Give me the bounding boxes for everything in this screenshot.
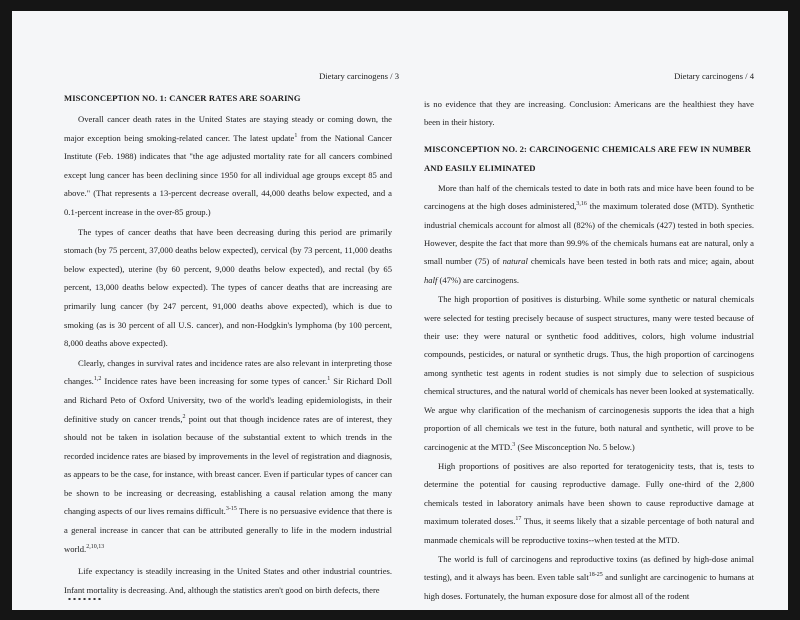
- footnote-ref: 1: [294, 132, 298, 139]
- footnote-ref: 2: [182, 413, 186, 420]
- paragraph: The high proportion of positives is disturbing. While some synthetic or natural chemicals were selected for testing precisely because of suspect structures, many were tested because of their use: they were natural or synthetic food additives, colors, high volume industrial compounds, pesticides, or natural or synthetic drugs. Thus, the high proportion of carcinogens among synthetic test agents in rodent studies is not simply due to selection of suspicious chemical structures, and the natural world of chemicals has never been looked at systematically. We argue why clarification of the mechanism of carcinogenesis supports the idea that a high proportion of all chemicals we test in the future, both natural and synthetic, will prove to be carcinogenic at the MTD.$^3$ (See Misconception No. 5 below.): [424, 294, 754, 452]
- paragraph: Life expectancy is steadily increasing in the United States and other industrial countries. Infant mortality is decreasing. And, although the statistics aren't good on birth defects, there: [64, 566, 392, 595]
- footnote-ref: 1,2: [93, 376, 102, 383]
- footnote-ref: 3,16: [576, 201, 587, 208]
- footnote-ref: 18-25: [588, 572, 603, 579]
- paragraph: Clearly, changes in survival rates and incidence rates are also relevant in interpreting those changes.$^{1,2}$ Incidence rates have been increasing for some types of cancer.$^1$ Sir Richard Doll and Richard Peto of Oxford University, two of the world's leading epidemiologists, in their definitive study on cancer trends,$^2$ point out that though incidence rates are of interest, they should not be taken in isolation because of the substantial extent to which trends in the recorded incidence rates are biased by improvements in the level of registration and diagnosis, as appears to be the case, for instance, with breast cancer. Even if particular types of cancer can be shown to be increasing or decreasing, establishing a causal relation among the many changing aspects of our lives remains difficult.$^{3-15}$ There is no persuasive evidence that there is a general increase in cancer that can be attributed generally to life in the modern industrial world.$^{2,10,13}$: [64, 357, 393, 554]
- scan-artifact: [67, 598, 103, 600]
- footnote-ref: 1: [327, 376, 331, 383]
- footnote-ref: 3-15: [225, 506, 237, 513]
- paragraph: More than half of the chemicals tested to date in both rats and mice have been found to be carcinogens at the high doses administered,$^{3,16}$ the maximum tolerated dose (MTD). Synthetic industrial chemicals account for almost all (82%) of the chemicals (427) tested in both species. However, despite the fact that more than 99.9% of the chemicals humans eat are natural, only a small number (75) of natural chemicals have been tested in both rats and mice; again, about half (47%) are carcinogens.: [424, 182, 754, 285]
- section-heading: MISCONCEPTION NO. 2: CARCINOGENIC CHEMICALS ARE FEW IN NUMBER AND EASILY ELIMINATED: [424, 143, 752, 173]
- scanned-page: [12, 11, 788, 610]
- footnote-ref: 2,10,13: [86, 543, 105, 550]
- page-body: [64, 93, 392, 600]
- footnote-ref: 17: [515, 516, 522, 523]
- paragraph: The world is full of carcinogens and reproductive toxins (as defined by high-dose animal testing), and it always has been. Even table salt$^{18-25}$ and sunlight are carcinogenic to humans at high doses. Fortunately, the human exposure dose for almost all of the rodent: [424, 553, 754, 601]
- page-body: [424, 95, 754, 606]
- running-header: Dietary carcinogens / 4: [674, 71, 754, 81]
- paragraph: is no evidence that they are increasing. Conclusion: Americans are the healthiest they have been in their history.: [424, 99, 754, 128]
- section-heading: MISCONCEPTION NO. 1: CANCER RATES ARE SOARING: [64, 93, 301, 103]
- footnote-ref: 3: [512, 441, 516, 448]
- paragraph: The types of cancer deaths that have been decreasing during this period are primarily stomach (by 75 percent, 37,000 deaths below expected), cervical (by 73 percent, 11,000 deaths below expected), uterine (by 60 percent, 9,000 deaths below expected), and rectal (by 65 percent, 13,000 deaths below expected). The types of cancer deaths that are increasing are primarily lung cancer (by 247 percent, 91,000 deaths above expected), which is due to smoking (as is 30 percent of all U.S. cancer), and non-Hodgkin's lymphoma (by 100 percent, 8,000 deaths above expected).: [64, 226, 392, 349]
- running-header: Dietary carcinogens / 3: [319, 71, 399, 81]
- paragraph: Overall cancer death rates in the United States are staying steady or coming down, the major exception being smoking-related cancer. The latest update$^1$ from the National Cancer Institute (Feb. 1988) indicates that "the age adjusted mortality rate for all cancers combined except lung cancer has been declining since 1950 for all individual age groups except 85 and above." (That represents a 13-percent decrease overall, 44,000 deaths below expected, and a 0.1-percent increase in the over-85 group.): [64, 114, 392, 217]
- paragraph: High proportions of positives are also reported for teratogenicity tests, that is, tests to determine the potential for causing reproductive damage. Fully one-third of the 2,800 chemicals tested in laboratory animals have been shown to cause reproductive damage at maximum tolerated doses.$^{17}$ Thus, it seems likely that a sizable percentage of both natural and manmade chemicals will be reproductive toxins--when tested at the MTD.: [424, 460, 754, 545]
